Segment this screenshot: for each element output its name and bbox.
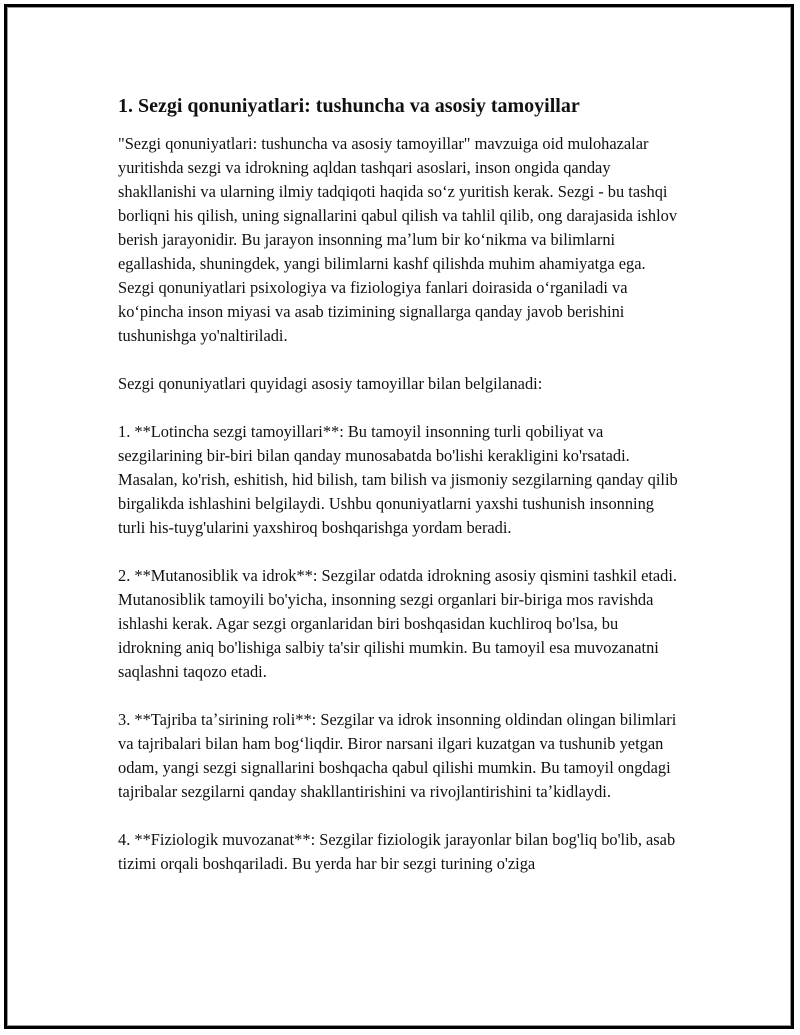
principle-1-paragraph: 1. **Lotincha sezgi tamoyillari**: Bu tamoyil insonning turli qobiliyat va sezgilarining bir-biri bilan qanday munosabatda bo'lishi kerakligini ko'rsatadi. Masalan, ko'rish, eshitish, hid bilish, tam bilish va jismoniy sezgilarning qanday qilib birgalikda ishlashini belgilaydi. Ushbu qonuniyatlarni yaxshi tushunish insonning turli his-tuyg'ularini yaxshiroq boshqarishga yordam beradi. [118,422,678,537]
document-body [118,92,683,900]
principles-lead-paragraph: Sezgi qonuniyatlari quyidagi asosiy tamoyillar bilan belgilanadi: [118,374,543,393]
principle-3-paragraph: 3. **Tajriba taʼsirining roli**: Sezgilar va idrok insonning oldindan olingan bilimlari va tajribalari bilan ham bogʻliqdir. Biror narsani ilgari kuzatgan va tushunib yetgan odam, yangi sezgi signallarini boshqacha qabul qilishi mumkin. Bu tamoyil ongdagi tajribalar sezgilarni qanday shakllantirishini va rivojlantirishini taʼkidlaydi. [118,710,677,801]
section-heading: 1. Sezgi qonuniyatlari: tushuncha va asosiy tamoyillar [118,95,580,117]
intro-paragraph: "Sezgi qonuniyatlari: tushuncha va asosiy tamoyillar" mavzuiga oid mulohazalar yuritishda sezgi va idrokning aqldan tashqari asoslari, inson ongida qanday shakllanishi va ularning ilmiy tadqiqoti haqida soʻz yuritish kerak. Sezgi - bu tashqi borliqni his qilish, uning signallarini qabul qilish va tahlil qilib, ong darajasida ishlov berish jarayonidir. Bu jarayon insonning maʼlum bir koʻnikma va bilimlarni egallashida, shuningdek, yangi bilimlarni kashf qilishda muhim ahamiyatga ega. Sezgi qonuniyatlari psixologiya va fiziologiya fanlari doirasida oʻrganiladi va koʻpincha inson miyasi va asab tizimining signallarga qanday javob berishini tushunishga yo'naltiriladi. [118,134,678,345]
principle-4-paragraph: 4. **Fiziologik muvozanat**: Sezgilar fiziologik jarayonlar bilan bog'liq bo'lib, asab tizimi orqali boshqariladi. Bu yerda har bir sezgi turining o'ziga [118,830,676,873]
principle-2-paragraph: 2. **Mutanosiblik va idrok**: Sezgilar odatda idrokning asosiy qismini tashkil etadi. Mutanosiblik tamoyili bo'yicha, insonning sezgi organlari bir-biriga mos ravishda ishlashi kerak. Agar sezgi organlaridan biri boshqasidan kuchliroq bo'lsa, bu idrokning aniq bo'lishiga salbiy ta'sir qilishi mumkin. Bu tamoyil esa muvozanatni saqlashni taqozo etadi. [118,566,678,681]
